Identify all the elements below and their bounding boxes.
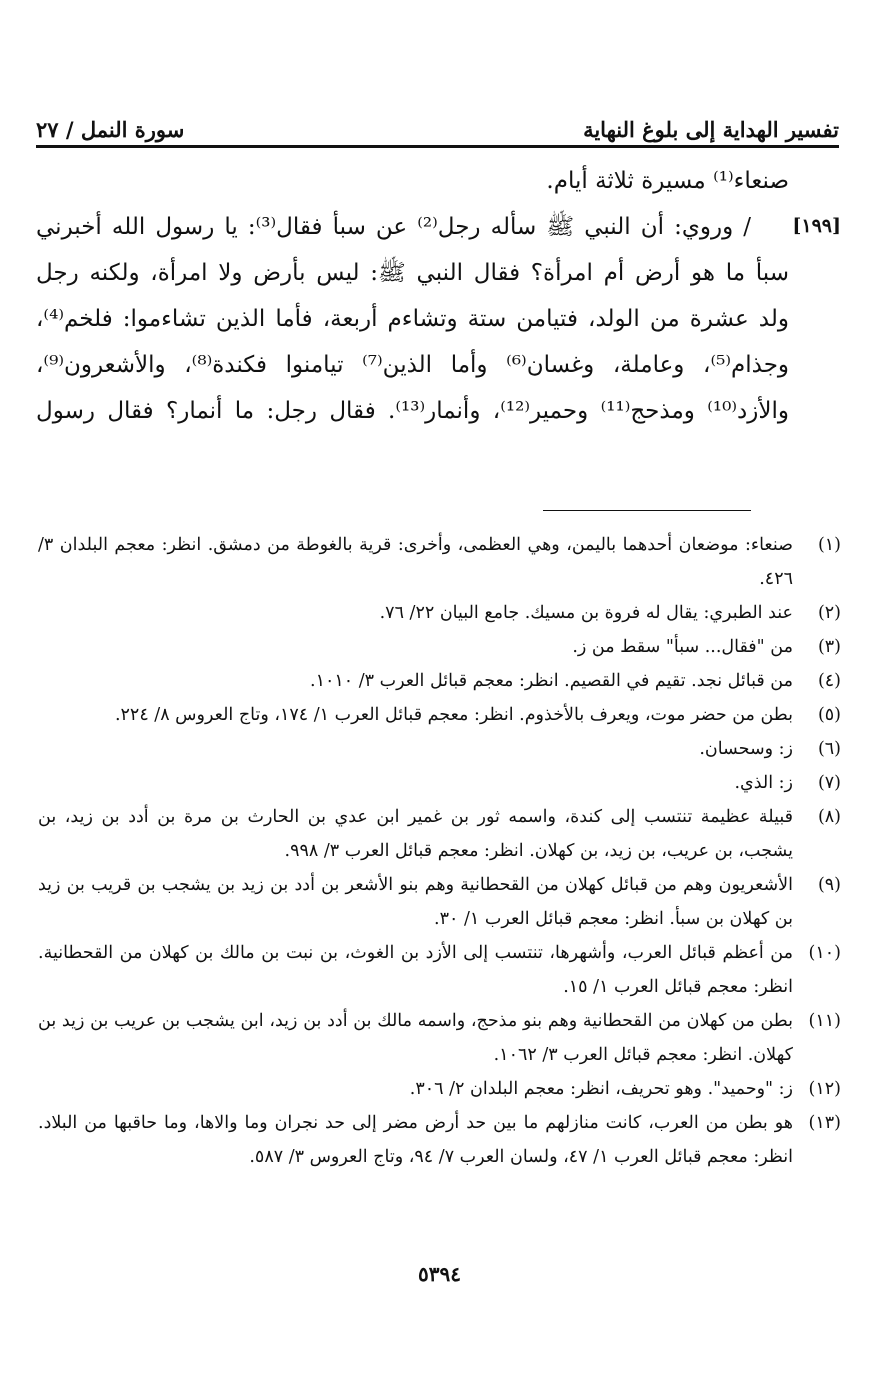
footnote: [38, 936, 841, 1004]
footnote: [38, 1106, 841, 1174]
text-line: ولد عشرة من الولد، فتيامن ستة وتشاءم أربعة، فأما الذين تشاءموا: فلخم⁽⁴⁾،: [36, 306, 789, 332]
footnote-number: (٧): [817, 773, 841, 793]
footnote-text: من "فقال... سبأ" سقط من ز.: [572, 637, 793, 657]
footnote-text: ز: "وحميد". وهو تحريف، انظر: معجم البلدان ٢/ ٣٠٦.: [409, 1079, 793, 1099]
footnote: [38, 1004, 841, 1072]
footnote-text: ز: وسحسان.: [699, 739, 793, 759]
footnote-text: الأشعريون وهم من قبائل كهلان من القحطانية وهم بنو الأشعر بن أدد بن زيد بن يشجب بن قريب بن زيد بن كهلان بن سبأ. انظر: معجم قبائل العرب ١/ ٣٠.: [38, 875, 793, 929]
footnote: [38, 732, 841, 766]
header-rule: [36, 145, 839, 148]
footnotes: [38, 528, 841, 1174]
surah-label: سورة النمل / ٢٧: [36, 117, 185, 142]
footnote-number: (١): [817, 535, 841, 555]
running-header: [36, 92, 839, 142]
footnote-text: من أعظم قبائل العرب، وأشهرها، تنتسب إلى الأزد بن الغوث، بن نبت بن مالك بن كهلان من القحطانية. انظر: معجم قبائل العرب ١/ ١٥.: [38, 943, 793, 997]
footnote: [38, 596, 841, 630]
footnote-number: (٢): [817, 603, 841, 623]
footnote-number: (١١): [808, 1011, 841, 1031]
margin-reference: [١٩٩]: [792, 215, 841, 237]
footnote: [38, 630, 841, 664]
footnote: [38, 868, 841, 936]
footnote-text: بطن من حضر موت، ويعرف بالأخذوم. انظر: معجم قبائل العرب ١/ ١٧٤، وتاج العروس ٨/ ٢٢٤.: [114, 705, 793, 725]
main-text: [36, 158, 789, 434]
footnote-number: (٣): [817, 637, 841, 657]
footnote-number: (٥): [817, 705, 841, 725]
page-number: ٥٣٩٤: [418, 1262, 461, 1286]
footnote: [38, 664, 841, 698]
footnote-number: (٤): [817, 671, 841, 691]
footnote-number: (١٠): [808, 943, 841, 963]
footnote: [38, 698, 841, 732]
footnote-separator: [543, 510, 751, 511]
footnote: [38, 1072, 841, 1106]
footnote-text: بطن من كهلان من القحطانية وهم بنو مذحج، واسمه مالك بن أدد بن زيد، ابن يشجب بن عريب بن زيد بن كهلان. انظر: معجم قبائل العرب ٣/ ١٠٦٢.: [38, 1011, 793, 1065]
footnote-text: هو بطن من العرب، كانت منازلهم ما بين حد أرض مضر إلى حد نجران وما والاها، وما حاقبها من البلاد. انظر: معجم قبائل العرب ١/ ٤٧، ولسان العرب ٧/ ٩٤، وتاج العروس ٣/ ٥٨٧.: [38, 1113, 793, 1167]
book-title: تفسير الهداية إلى بلوغ النهاية: [583, 117, 839, 142]
text-line: وجذام⁽⁵⁾، وعاملة، وغسان⁽⁶⁾ وأما الذين⁽⁷⁾ تيامنوا فكندة⁽⁸⁾، والأشعرون⁽⁹⁾،: [36, 352, 789, 378]
footnote-number: (٨): [817, 807, 841, 827]
footnote-text: قبيلة عظيمة تنتسب إلى كندة، واسمه ثور بن غمير ابن عدي بن الحارث بن مرة بن أدد بن زيد، بن يشجب، بن عريب، بن زيد، بن كهلان. انظر: معجم قبائل العرب ٣/ ٩٩٨.: [38, 807, 793, 861]
text-line: صنعاء⁽¹⁾ مسيرة ثلاثة أيام.: [546, 168, 789, 194]
footnote: [38, 528, 841, 596]
footnote-number: (٩): [817, 875, 841, 895]
text-line: / وروي: أن النبي ﷺ سأله رجل⁽²⁾ عن سبأ فقال⁽³⁾: يا رسول الله أخبرني: [36, 214, 752, 240]
footnote: [38, 766, 841, 800]
footnote-number: (٦): [817, 739, 841, 759]
footnote-text: صنعاء: موضعان أحدهما باليمن، وهي العظمى، وأخرى: قرية بالغوطة من دمشق. انظر: معجم البلدان ٣/ ٤٢٦.: [38, 535, 793, 589]
text-line: والأزد⁽¹⁰⁾ ومذحج⁽¹¹⁾ وحمير⁽¹²⁾، وأنمار⁽¹³⁾. فقال رجل: ما أنمار؟ فقال رسول: [36, 398, 789, 424]
footnote-number: (١٣): [808, 1113, 841, 1133]
footnote: [38, 800, 841, 868]
footnote-text: عند الطبري: يقال له فروة بن مسيك. جامع البيان ٢٢/ ٧٦.: [379, 603, 793, 623]
footnote-text: من قبائل نجد. تقيم في القصيم. انظر: معجم قبائل العرب ٣/ ١٠١٠.: [310, 671, 793, 691]
text-line: سبأ ما هو أرض أم امرأة؟ فقال النبي ﷺ: ليس بأرض ولا امرأة، ولكنه رجل: [36, 260, 789, 286]
footnote-number: (١٢): [808, 1079, 841, 1099]
footnote-text: ز: الذي.: [734, 773, 793, 793]
